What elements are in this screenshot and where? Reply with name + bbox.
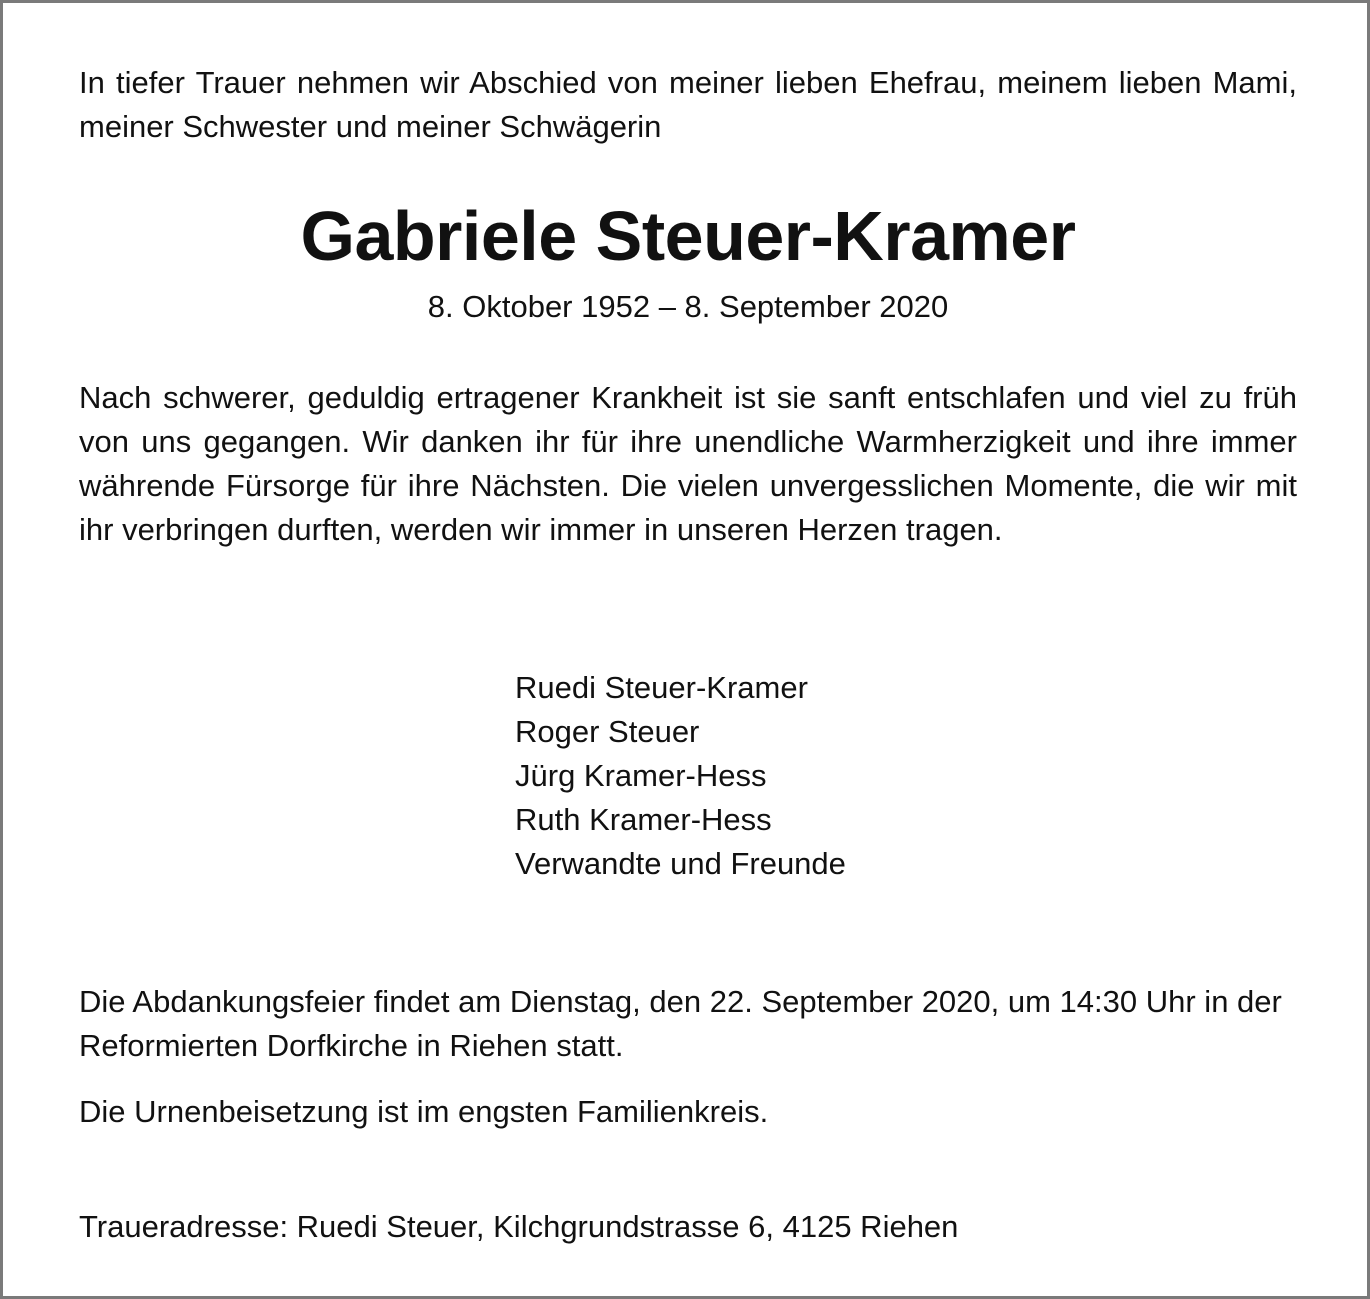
intro-text: In tiefer Trauer nehmen wir Abschied von meiner lieben Ehefrau, meinem lieben Mami, meiner Schwester und meiner Schwägerin (79, 65, 1297, 144)
mourner-item: Ruth Kramer-Hess (515, 802, 772, 837)
service-info: Die Abdankungsfeier findet am Dienstag, den 22. September 2020, um 14:30 Uhr in der Reformierten Dorfkirche in Riehen statt. (79, 984, 1282, 1063)
body-text: Nach schwerer, geduldig ertragener Krankheit ist sie sanft entschlafen und viel zu früh von uns gegangen. Wir danken ihr für ihre unendliche Warmherzigkeit und ihre immer währende Fürsorge für ihre Nächsten. Die vielen unvergesslichen Momente, die wir mit ihr verbringen durften, werden wir immer in unseren Herzen tragen. (79, 380, 1297, 547)
mourner-item: Verwandte und Freunde (515, 846, 846, 881)
life-dates: 8. Oktober 1952 – 8. September 2020 (427, 289, 949, 324)
mourners-list (515, 666, 1115, 886)
mourner-item: Jürg Kramer-Hess (515, 758, 767, 793)
mourning-address: Traueradresse: Ruedi Steuer, Kilchgrundstrasse 6, 4125 Riehen (79, 1209, 959, 1244)
mourner-item: Ruedi Steuer-Kramer (515, 670, 808, 705)
burial-info: Die Urnenbeisetzung ist im engsten Familienkreis. (79, 1094, 769, 1129)
deceased-name: Gabriele Steuer-Kramer (300, 197, 1076, 275)
mourner-item: Roger Steuer (515, 714, 700, 749)
